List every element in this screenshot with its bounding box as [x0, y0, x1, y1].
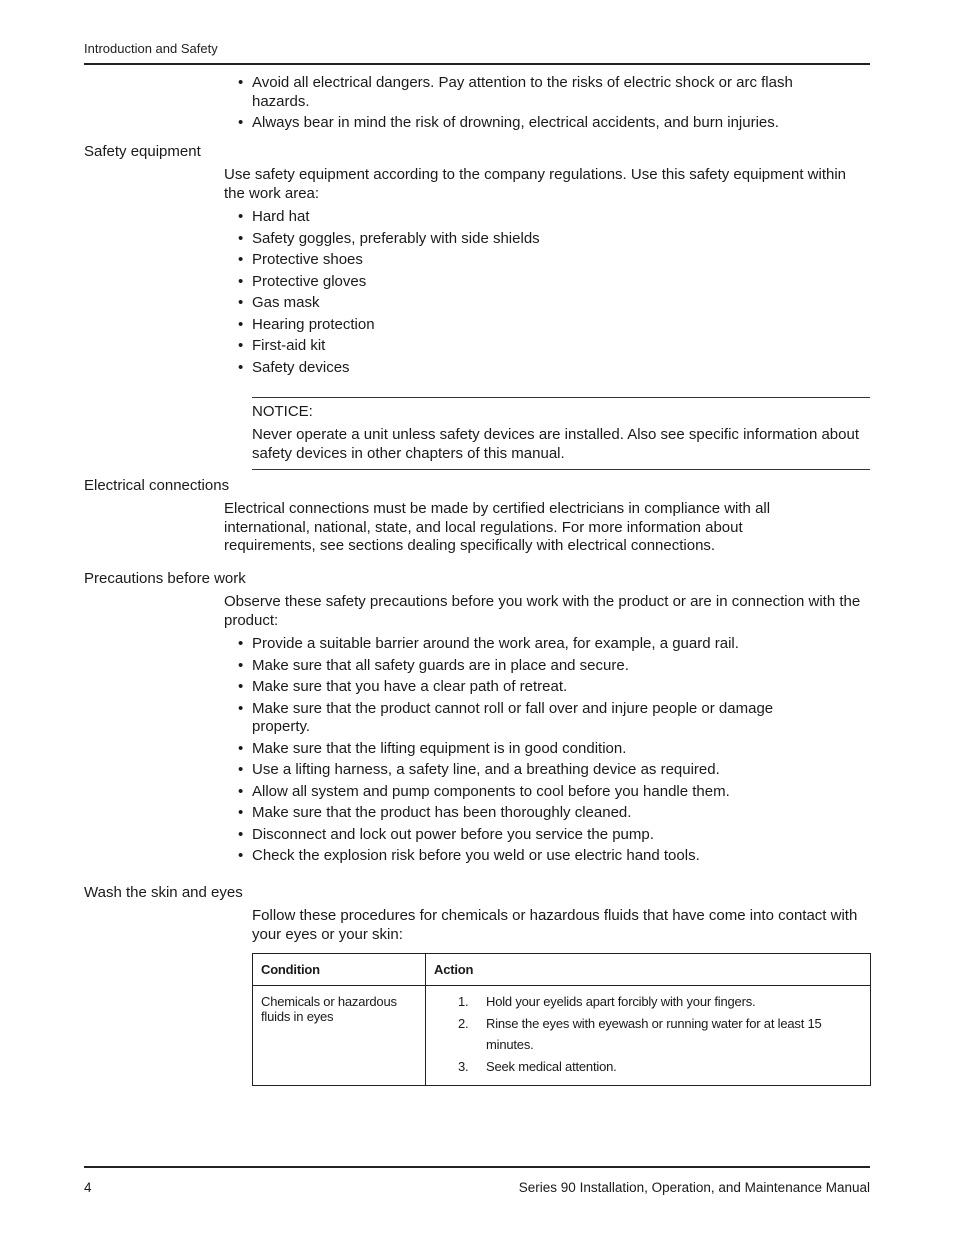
action-cell: [426, 986, 871, 1086]
list-item: • Safety goggles, preferably with side shields: [238, 230, 838, 249]
section-heading-precautions: Precautions before work: [84, 570, 246, 587]
step-number: 3.: [458, 1058, 469, 1074]
list-item: [434, 991, 862, 1013]
wash-text: Follow these procedures for chemicals or hazardous fluids that have come into contact with your eyes or your skin:: [252, 907, 858, 943]
intro-bullet-list: [238, 74, 838, 133]
step-text: Seek medical attention.: [486, 1058, 617, 1074]
list-item: • Disconnect and lock out power before you service the pump.: [238, 826, 828, 845]
condition-cell: Chemicals or hazardous fluids in eyes: [253, 986, 426, 1086]
header-rule: [84, 63, 870, 65]
section-heading-electrical: Electrical connections: [84, 477, 230, 494]
list-item: • Gas mask: [238, 294, 838, 313]
list-item: • First-aid kit: [238, 337, 838, 356]
running-header: Introduction and Safety: [84, 41, 218, 56]
wash-procedure-table: [252, 953, 871, 1086]
list-item: • Hard hat: [238, 208, 838, 227]
table-header-action: Action: [426, 954, 871, 986]
precautions-text: Observe these safety precautions before you work with the product or are in connection with the product:: [224, 593, 861, 629]
footer-rule: [84, 1166, 870, 1168]
notice-text: Never operate a unit unless safety devices are installed. Also see specific information about safety devices in other chapters of this manual.: [252, 426, 860, 462]
list-item: • Hearing protection: [238, 316, 838, 335]
list-item: • Use a lifting harness, a safety line, and a breathing device as required.: [238, 761, 828, 780]
step-text: Hold your eyelids apart forcibly with your fingers.: [486, 994, 756, 1009]
precautions-list: [238, 635, 828, 866]
list-item: • Make sure that the lifting equipment is in good condition.: [238, 740, 828, 759]
table-header-row: [253, 954, 871, 986]
step-number: 1.: [458, 994, 469, 1009]
list-item: • Always bear in mind the risk of drowning, electrical accidents, and burn injuries.: [238, 114, 838, 133]
list-item: • Make sure that all safety guards are in place and secure.: [238, 657, 828, 676]
notice-box: [252, 397, 870, 470]
list-item: • Make sure that the product has been thoroughly cleaned.: [238, 804, 828, 823]
table-header-condition: Condition: [253, 954, 426, 986]
list-item: • Provide a suitable barrier around the work area, for example, a guard rail.: [238, 635, 828, 654]
safety-equipment-text: Use safety equipment according to the company regulations. Use this safety equipment within the work area:: [224, 166, 847, 202]
list-item: • Protective gloves: [238, 273, 838, 292]
section-heading-safety-equipment: Safety equipment: [84, 143, 201, 160]
step-number: 2.: [458, 1015, 469, 1031]
section-heading-wash: Wash the skin and eyes: [84, 884, 243, 901]
list-item: • Safety devices: [238, 359, 838, 378]
list-item: • Protective shoes: [238, 251, 838, 270]
table-row: [253, 986, 871, 1086]
manual-title: Series 90 Installation, Operation, and Maintenance Manual: [518, 1180, 870, 1195]
list-item: [434, 1056, 862, 1078]
list-item: • Avoid all electrical dangers. Pay attention to the risks of electric shock or arc flash hazards.: [238, 74, 838, 111]
list-item: • Make sure that the product cannot roll or fall over and injure people or damage property.: [238, 700, 828, 737]
step-text: Rinse the eyes with eyewash or running water for at least 15 minutes.: [486, 1015, 822, 1052]
page-number: 4: [84, 1180, 92, 1195]
list-item: • Allow all system and pump components to cool before you handle them.: [238, 783, 828, 802]
list-item: • Check the explosion risk before you weld or use electric hand tools.: [238, 847, 828, 866]
safety-equipment-list: [238, 208, 838, 377]
notice-label: NOTICE:: [252, 403, 313, 420]
list-item: [434, 1013, 862, 1056]
electrical-text: Electrical connections must be made by certified electricians in compliance with all international, national, state, and local regulations. For more information about requirements, see sections dealing specifically with electrical connections.: [224, 500, 771, 554]
list-item: • Make sure that you have a clear path of retreat.: [238, 678, 828, 697]
action-steps: [434, 991, 862, 1077]
